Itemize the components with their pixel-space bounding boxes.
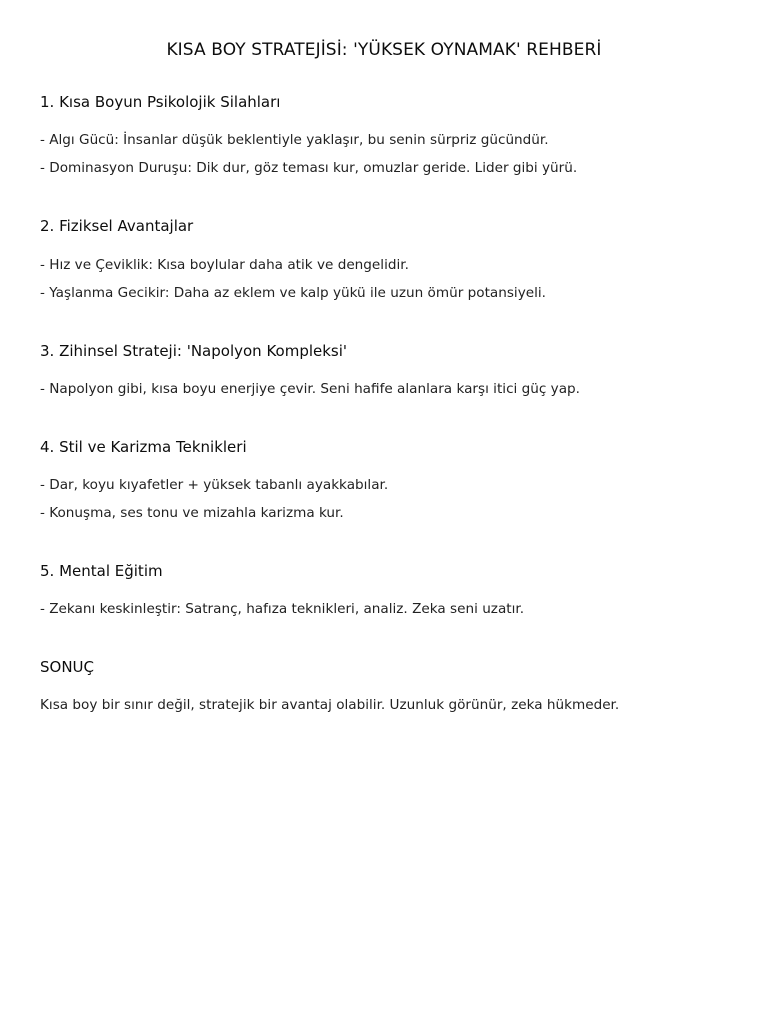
section-4-line-1: - Dar, koyu kıyafetler + yüksek tabanlı ayakkabılar. — [40, 477, 389, 493]
section-heading-2: 2. Fiziksel Avantajlar — [40, 217, 194, 235]
section-5-line-1: - Zekanı keskinleştir: Satranç, hafıza teknikleri, analiz. Zeka seni uzatır. — [40, 601, 525, 617]
section-2-line-1: - Hız ve Çeviklik: Kısa boylular daha atik ve dengelidir. — [40, 257, 409, 273]
section-3-line-1: - Napolyon gibi, kısa boyu enerjiye çevir. Seni hafife alanlara karşı itici güç yap. — [40, 381, 580, 397]
section-heading-4: 4. Stil ve Karizma Teknikleri — [40, 438, 247, 456]
section-2-line-2: - Yaşlanma Gecikir: Daha az eklem ve kalp yükü ile uzun ömür potansiyeli. — [40, 285, 546, 301]
document-title: KISA BOY STRATEJİSİ: 'YÜKSEK OYNAMAK' REHBERİ — [166, 40, 602, 60]
conclusion-heading: SONUÇ — [40, 658, 95, 676]
section-1-line-1: - Algı Gücü: İnsanlar düşük beklentiyle yaklaşır, bu senin sürpriz gücündür. — [40, 132, 549, 148]
section-heading-5: 5. Mental Eğitim — [40, 562, 163, 580]
conclusion-text: Kısa boy bir sınır değil, stratejik bir avantaj olabilir. Uzunluk görünür, zeka hükmeder. — [40, 697, 620, 713]
section-4-line-2: - Konuşma, ses tonu ve mizahla karizma kur. — [40, 505, 344, 521]
section-heading-1: 1. Kısa Boyun Psikolojik Silahları — [40, 93, 281, 111]
section-heading-3: 3. Zihinsel Strateji: 'Napolyon Kompleksi' — [40, 342, 348, 360]
section-1-line-2: - Dominasyon Duruşu: Dik dur, göz teması kur, omuzlar geride. Lider gibi yürü. — [40, 160, 578, 176]
